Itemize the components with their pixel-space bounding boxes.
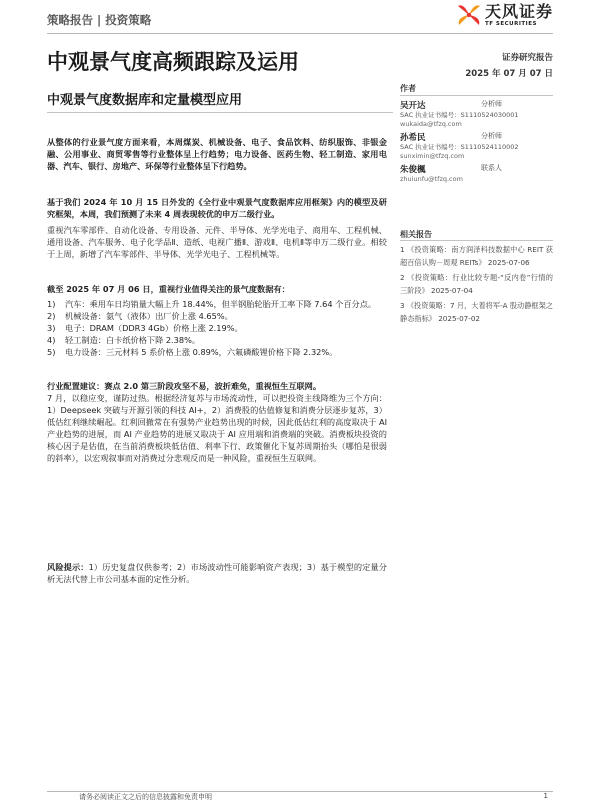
author-cert: SAC 执业证书编号：S1110524110002 bbox=[400, 143, 519, 151]
authors-heading: 作者 bbox=[400, 84, 416, 93]
author-name: 吴开达 bbox=[400, 101, 426, 111]
recommended-industries-text: 重视汽车零部件、自动化设备、专用设备、元件、半导体、光学光电子、商用车、工程机械、通用设备、汽车服务、电子化学品Ⅱ、造纸、电视广播Ⅱ、游戏Ⅱ、电机Ⅱ等申万二级行业。相较于上周，新增了汽车零部件、半导体、光学光电子、工程机械等。 bbox=[47, 225, 387, 259]
related-divider bbox=[400, 240, 553, 241]
report-category: 策略报告 | 投资策略 bbox=[47, 13, 152, 27]
author-card bbox=[400, 131, 553, 161]
author-role: 分析师 bbox=[481, 100, 502, 108]
allocation-section bbox=[47, 380, 387, 464]
authors-divider bbox=[400, 95, 553, 96]
list-item: 3) 电子：DRAM（DDR3 4Gb）价格上涨 2.19%。 bbox=[47, 323, 243, 333]
disclaimer-text: 请务必阅读正文之后的信息披露和免责申明 bbox=[79, 793, 212, 801]
related-reports bbox=[400, 243, 553, 327]
author-email[interactable]: sunximin@tfzq.com bbox=[400, 152, 465, 160]
risk-section bbox=[47, 561, 387, 585]
author-card bbox=[400, 163, 553, 184]
indicators-heading: 截至 2025 年 07 月 06 日，重视行业值得关注的景气度数据有： bbox=[47, 284, 290, 294]
list-item: 4) 轻工制造：白卡纸价格下降 2.38%。 bbox=[47, 335, 201, 345]
logo-mark-icon bbox=[456, 3, 482, 27]
header-divider bbox=[47, 33, 553, 34]
model-paragraph bbox=[47, 196, 387, 220]
risk-text: 1）历史复盘仅供参考；2）市场波动性可能影响资产表现；3）基于模型的定量分析无法代替上市公司基本面的定性分析。 bbox=[47, 562, 387, 584]
summary-paragraph bbox=[47, 136, 387, 172]
logo-name-en: TF SECURITIES bbox=[484, 21, 537, 27]
list-item: 5) 电力设备：三元材料 5 系价格上涨 0.89%，六氟磷酸锂价格下降 2.32%。 bbox=[47, 347, 338, 357]
model-text: 基于我们 2024 年 10 月 15 日外发的《全行业中观景气度数据库应用框架》内的模型及研究框架，本周，我们预测了未来 4 周表现较优的申万二级行业。 bbox=[47, 197, 387, 219]
report-title: 中观景气度高频跟踪及运用 bbox=[47, 50, 299, 74]
list-item: 2) 机械设备：氨气（液体）出厂价上涨 4.65%。 bbox=[47, 311, 233, 321]
author-role: 联系人 bbox=[481, 164, 502, 172]
allocation-text: 7 月，以稳应变，谨防过热。根据经济复苏与市场流动性，可以把投资主线降维为三个方向：1）Deepseek 突破与开源引领的科技 AI+，2）消费股的估值修复和消费分层逐步复苏，3）低估红利继续崛起。红利回撤常在有强势产业趋势出现的时候，因此低估红利的高度取决于 AI 产业趋势的进展，而 AI 产业趋势的进展又取决于 AI 应用端和消费端的突破。消费板块投资的核心因子是估值，在当前消费板块低估值、利率下行、政策催化下复苏周期抬头（哪怕是很弱的斜率），以宏观叙事而对消费过分悲观反而是一种风险，重视恒生互联网。 bbox=[47, 393, 387, 463]
subtitle-divider bbox=[47, 112, 393, 113]
page-number: 1 bbox=[543, 792, 548, 800]
report-date: 2025 年 07 月 07 日 bbox=[465, 69, 553, 79]
allocation-heading: 行业配置建议：赛点 2.0 第三阶段攻坚不易，波折难免，重视恒生互联网。 bbox=[47, 381, 322, 391]
logo-name-cn: 天风证券 bbox=[484, 2, 553, 21]
indicator-list bbox=[47, 298, 387, 358]
company-logo bbox=[456, 3, 553, 27]
author-name: 朱俊楓 bbox=[400, 165, 426, 175]
risk-heading: 风险提示： bbox=[47, 562, 89, 572]
related-heading: 相关报告 bbox=[400, 230, 432, 239]
author-card bbox=[400, 99, 553, 129]
recommended-industries-paragraph bbox=[47, 224, 387, 260]
indicators-section bbox=[47, 283, 387, 358]
report-subtitle: 中观景气度数据库和定量模型应用 bbox=[47, 93, 243, 108]
related-report-link[interactable]: 3 《投资策略：7 月，大着将军-A 股动静框架之静态指标》 2025-07-02 bbox=[400, 301, 553, 323]
report-type: 证券研究报告 bbox=[501, 53, 553, 63]
author-email[interactable]: wukaida@tfzq.com bbox=[400, 120, 462, 128]
author-name: 孙希民 bbox=[400, 133, 426, 143]
list-item: 1) 汽车：乘用车日均销量大幅上升 18.44%，但半钢胎轮胎开工率下降 7.64 个百分点。 bbox=[47, 299, 377, 309]
author-role: 分析师 bbox=[481, 132, 502, 140]
related-report-link[interactable]: 1 《投资策略：南方润泽科技数据中心 REIT 获超百倍认购－周观 REITs》 2025-07-06 bbox=[400, 245, 553, 267]
author-cert: SAC 执业证书编号：S1110524030001 bbox=[400, 111, 519, 119]
author-email[interactable]: zhuiunfu@tfzq.com bbox=[400, 175, 463, 183]
related-report-link[interactable]: 2 《投资策略：行业比较专题-“反内卷”行情的三阶段》 2025-07-04 bbox=[400, 273, 553, 295]
industry-trend-text: 从整体的行业景气度方面来看，本周煤炭、机械设备、电子、食品饮料、纺织服饰、非银金融、公用事业、商贸零售等行业整体呈上行趋势；电力设备、医药生物、轻工制造、家用电器、汽车、银行、房地产、环保等行业整体呈下行趋势。 bbox=[47, 137, 387, 171]
